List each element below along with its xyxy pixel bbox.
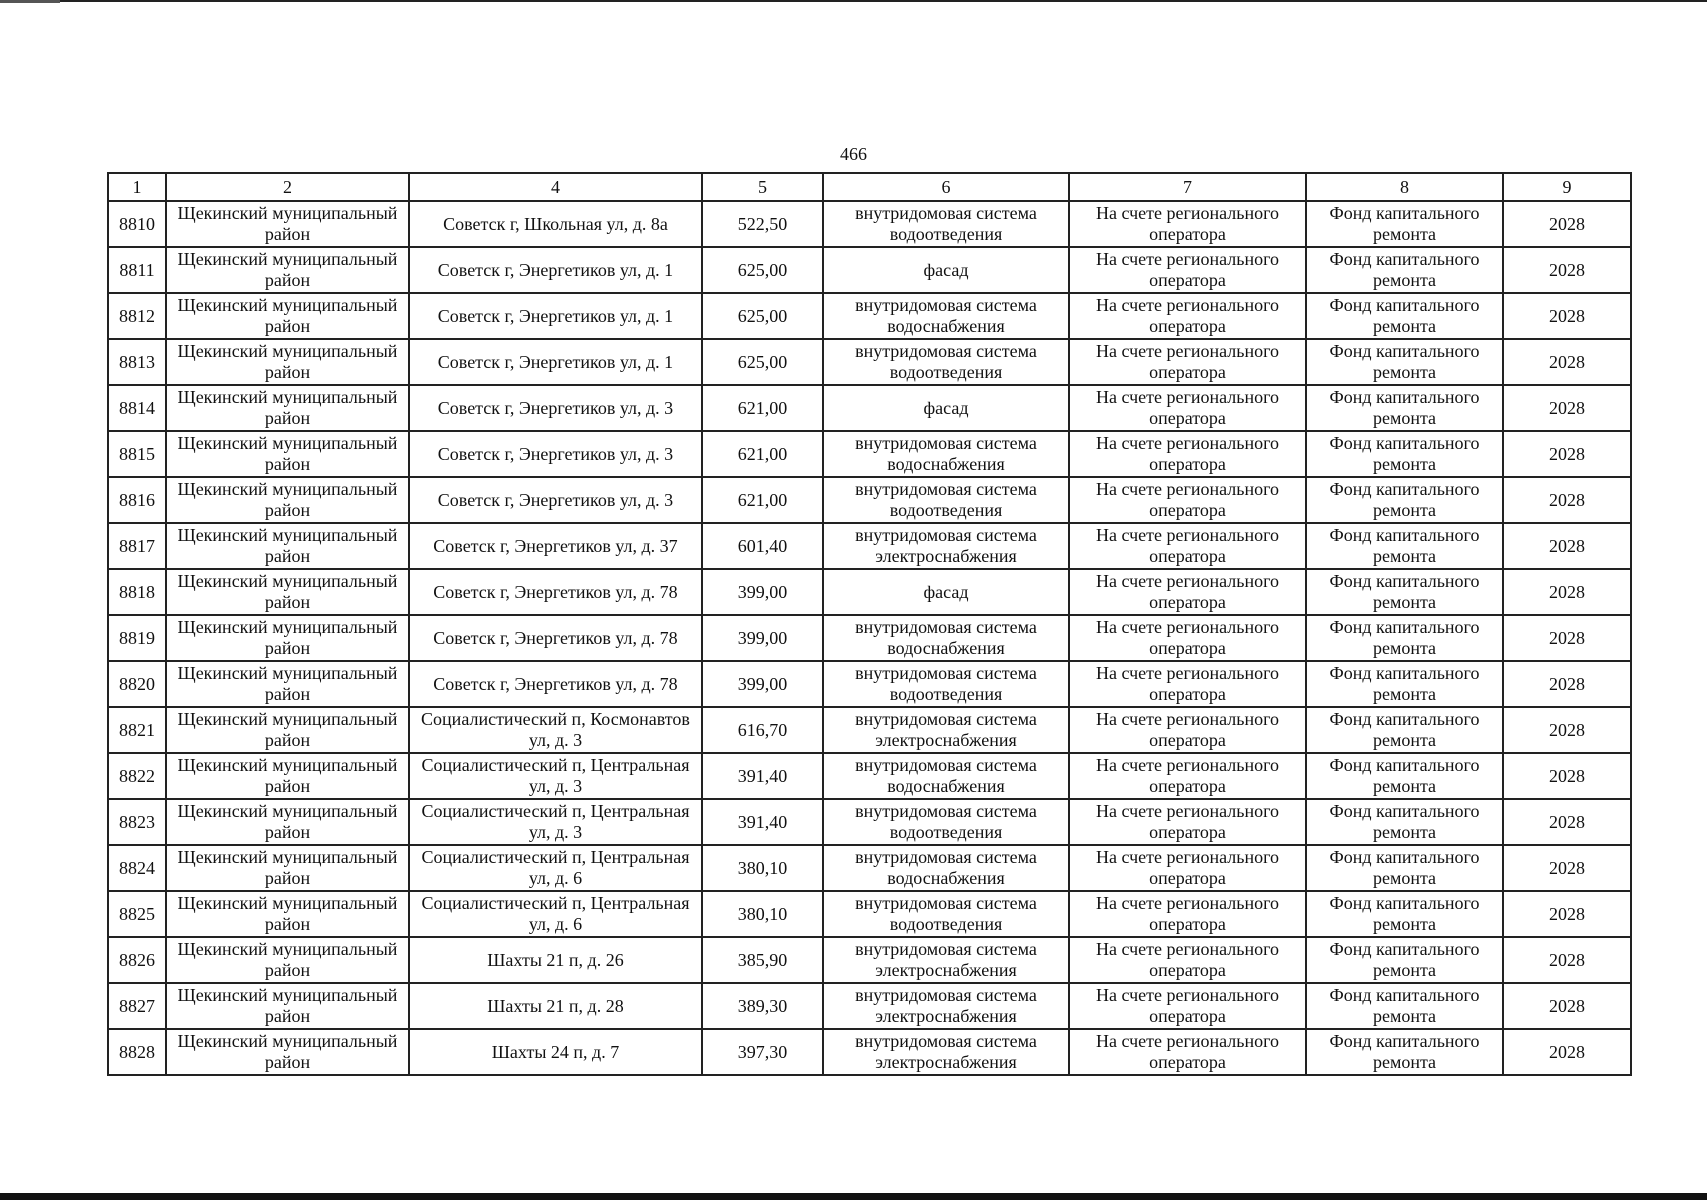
table-row xyxy=(108,1029,1631,1075)
year-cell: 2028 xyxy=(1503,293,1631,339)
funding-source-cell: Фонд капитального ремонта xyxy=(1306,937,1503,983)
area-cell: 399,00 xyxy=(702,615,823,661)
year-cell: 2028 xyxy=(1503,1029,1631,1075)
work-type-cell: внутридомовая система электроснабжения xyxy=(823,983,1069,1029)
work-type-cell: внутридомовая система электроснабжения xyxy=(823,707,1069,753)
table-row xyxy=(108,247,1631,293)
account-type-cell: На счете регионального оператора xyxy=(1069,293,1306,339)
row-number-cell: 8814 xyxy=(108,385,166,431)
funding-source-cell: Фонд капитального ремонта xyxy=(1306,385,1503,431)
area-cell: 380,10 xyxy=(702,891,823,937)
district-cell: Щекинский муниципальный район xyxy=(166,385,409,431)
address-cell: Советск г, Энергетиков ул, д. 3 xyxy=(409,385,702,431)
address-cell: Социалистический п, Космонавтов ул, д. 3 xyxy=(409,707,702,753)
address-cell: Шахты 21 п, д. 26 xyxy=(409,937,702,983)
account-type-cell: На счете регионального оператора xyxy=(1069,1029,1306,1075)
funding-source-cell: Фонд капитального ремонта xyxy=(1306,431,1503,477)
funding-source-cell: Фонд капитального ремонта xyxy=(1306,661,1503,707)
table-row xyxy=(108,799,1631,845)
table-row xyxy=(108,891,1631,937)
year-cell: 2028 xyxy=(1503,477,1631,523)
column-number-2: 2 xyxy=(166,173,409,201)
account-type-cell: На счете регионального оператора xyxy=(1069,431,1306,477)
address-cell: Социалистический п, Центральная ул, д. 6 xyxy=(409,845,702,891)
table-row xyxy=(108,339,1631,385)
work-type-cell: фасад xyxy=(823,569,1069,615)
funding-source-cell: Фонд капитального ремонта xyxy=(1306,799,1503,845)
table-row xyxy=(108,523,1631,569)
row-number-cell: 8824 xyxy=(108,845,166,891)
table-row xyxy=(108,615,1631,661)
funding-source-cell: Фонд капитального ремонта xyxy=(1306,707,1503,753)
district-cell: Щекинский муниципальный район xyxy=(166,339,409,385)
account-type-cell: На счете регионального оператора xyxy=(1069,569,1306,615)
year-cell: 2028 xyxy=(1503,707,1631,753)
year-cell: 2028 xyxy=(1503,523,1631,569)
table-row xyxy=(108,293,1631,339)
district-cell: Щекинский муниципальный район xyxy=(166,845,409,891)
address-cell: Советск г, Энергетиков ул, д. 37 xyxy=(409,523,702,569)
funding-source-cell: Фонд капитального ремонта xyxy=(1306,983,1503,1029)
account-type-cell: На счете регионального оператора xyxy=(1069,983,1306,1029)
row-number-cell: 8819 xyxy=(108,615,166,661)
area-cell: 389,30 xyxy=(702,983,823,1029)
district-cell: Щекинский муниципальный район xyxy=(166,569,409,615)
table-row xyxy=(108,431,1631,477)
year-cell: 2028 xyxy=(1503,937,1631,983)
area-cell: 621,00 xyxy=(702,385,823,431)
row-number-cell: 8820 xyxy=(108,661,166,707)
funding-source-cell: Фонд капитального ремонта xyxy=(1306,753,1503,799)
year-cell: 2028 xyxy=(1503,569,1631,615)
year-cell: 2028 xyxy=(1503,845,1631,891)
address-cell: Советск г, Школьная ул, д. 8а xyxy=(409,201,702,247)
column-number-6: 6 xyxy=(823,173,1069,201)
area-cell: 621,00 xyxy=(702,431,823,477)
area-cell: 625,00 xyxy=(702,293,823,339)
scan-top-edge xyxy=(0,0,1707,2)
address-cell: Советск г, Энергетиков ул, д. 78 xyxy=(409,615,702,661)
account-type-cell: На счете регионального оператора xyxy=(1069,201,1306,247)
account-type-cell: На счете регионального оператора xyxy=(1069,247,1306,293)
row-number-cell: 8816 xyxy=(108,477,166,523)
address-cell: Советск г, Энергетиков ул, д. 1 xyxy=(409,339,702,385)
work-type-cell: внутридомовая система водоснабжения xyxy=(823,431,1069,477)
row-number-cell: 8828 xyxy=(108,1029,166,1075)
row-number-cell: 8827 xyxy=(108,983,166,1029)
address-cell: Советск г, Энергетиков ул, д. 3 xyxy=(409,477,702,523)
district-cell: Щекинский муниципальный район xyxy=(166,937,409,983)
area-cell: 391,40 xyxy=(702,753,823,799)
work-type-cell: фасад xyxy=(823,247,1069,293)
column-number-row xyxy=(108,173,1631,201)
area-cell: 385,90 xyxy=(702,937,823,983)
account-type-cell: На счете регионального оператора xyxy=(1069,753,1306,799)
district-cell: Щекинский муниципальный район xyxy=(166,201,409,247)
district-cell: Щекинский муниципальный район xyxy=(166,661,409,707)
row-number-cell: 8817 xyxy=(108,523,166,569)
address-cell: Советск г, Энергетиков ул, д. 1 xyxy=(409,293,702,339)
work-type-cell: внутридомовая система водоотведения xyxy=(823,891,1069,937)
funding-source-cell: Фонд капитального ремонта xyxy=(1306,569,1503,615)
year-cell: 2028 xyxy=(1503,385,1631,431)
year-cell: 2028 xyxy=(1503,891,1631,937)
work-type-cell: внутридомовая система водоснабжения xyxy=(823,845,1069,891)
district-cell: Щекинский муниципальный район xyxy=(166,247,409,293)
district-cell: Щекинский муниципальный район xyxy=(166,753,409,799)
funding-source-cell: Фонд капитального ремонта xyxy=(1306,845,1503,891)
table-row xyxy=(108,477,1631,523)
row-number-cell: 8811 xyxy=(108,247,166,293)
account-type-cell: На счете регионального оператора xyxy=(1069,661,1306,707)
address-cell: Шахты 24 п, д. 7 xyxy=(409,1029,702,1075)
funding-source-cell: Фонд капитального ремонта xyxy=(1306,1029,1503,1075)
funding-source-cell: Фонд капитального ремонта xyxy=(1306,891,1503,937)
table-row xyxy=(108,845,1631,891)
area-cell: 397,30 xyxy=(702,1029,823,1075)
district-cell: Щекинский муниципальный район xyxy=(166,983,409,1029)
address-cell: Советск г, Энергетиков ул, д. 78 xyxy=(409,661,702,707)
page-number: 466 xyxy=(840,144,867,164)
work-type-cell: внутридомовая система водоотведения xyxy=(823,799,1069,845)
district-cell: Щекинский муниципальный район xyxy=(166,477,409,523)
table-row xyxy=(108,661,1631,707)
table-row xyxy=(108,201,1631,247)
account-type-cell: На счете регионального оператора xyxy=(1069,707,1306,753)
work-type-cell: внутридомовая система водоснабжения xyxy=(823,293,1069,339)
year-cell: 2028 xyxy=(1503,753,1631,799)
row-number-cell: 8821 xyxy=(108,707,166,753)
work-type-cell: внутридомовая система водоотведения xyxy=(823,477,1069,523)
account-type-cell: На счете регионального оператора xyxy=(1069,615,1306,661)
address-cell: Советск г, Энергетиков ул, д. 78 xyxy=(409,569,702,615)
funding-source-cell: Фонд капитального ремонта xyxy=(1306,615,1503,661)
district-cell: Щекинский муниципальный район xyxy=(166,523,409,569)
column-number-9: 9 xyxy=(1503,173,1631,201)
address-cell: Социалистический п, Центральная ул, д. 6 xyxy=(409,891,702,937)
row-number-cell: 8812 xyxy=(108,293,166,339)
table-row xyxy=(108,385,1631,431)
scan-bottom-edge xyxy=(0,1193,1707,1200)
account-type-cell: На счете регионального оператора xyxy=(1069,845,1306,891)
year-cell: 2028 xyxy=(1503,339,1631,385)
table-row xyxy=(108,983,1631,1029)
year-cell: 2028 xyxy=(1503,201,1631,247)
work-type-cell: внутридомовая система водоснабжения xyxy=(823,753,1069,799)
column-number-8: 8 xyxy=(1306,173,1503,201)
address-cell: Советск г, Энергетиков ул, д. 1 xyxy=(409,247,702,293)
account-type-cell: На счете регионального оператора xyxy=(1069,937,1306,983)
account-type-cell: На счете регионального оператора xyxy=(1069,385,1306,431)
row-number-cell: 8825 xyxy=(108,891,166,937)
area-cell: 399,00 xyxy=(702,661,823,707)
address-cell: Социалистический п, Центральная ул, д. 3 xyxy=(409,799,702,845)
table-body xyxy=(108,201,1631,1075)
area-cell: 399,00 xyxy=(702,569,823,615)
column-number-1: 1 xyxy=(108,173,166,201)
funding-source-cell: Фонд капитального ремонта xyxy=(1306,247,1503,293)
district-cell: Щекинский муниципальный район xyxy=(166,293,409,339)
area-cell: 601,40 xyxy=(702,523,823,569)
row-number-cell: 8810 xyxy=(108,201,166,247)
work-type-cell: внутридомовая система водоснабжения xyxy=(823,615,1069,661)
table-row xyxy=(108,753,1631,799)
account-type-cell: На счете регионального оператора xyxy=(1069,799,1306,845)
column-number-7: 7 xyxy=(1069,173,1306,201)
funding-source-cell: Фонд капитального ремонта xyxy=(1306,293,1503,339)
district-cell: Щекинский муниципальный район xyxy=(166,431,409,477)
funding-source-cell: Фонд капитального ремонта xyxy=(1306,523,1503,569)
district-cell: Щекинский муниципальный район xyxy=(166,799,409,845)
area-cell: 391,40 xyxy=(702,799,823,845)
work-type-cell: внутридомовая система водоотведения xyxy=(823,339,1069,385)
year-cell: 2028 xyxy=(1503,431,1631,477)
address-cell: Шахты 21 п, д. 28 xyxy=(409,983,702,1029)
account-type-cell: На счете регионального оператора xyxy=(1069,891,1306,937)
area-cell: 522,50 xyxy=(702,201,823,247)
district-cell: Щекинский муниципальный район xyxy=(166,1029,409,1075)
district-cell: Щекинский муниципальный район xyxy=(166,615,409,661)
account-type-cell: На счете регионального оператора xyxy=(1069,523,1306,569)
district-cell: Щекинский муниципальный район xyxy=(166,891,409,937)
work-type-cell: внутридомовая система электроснабжения xyxy=(823,1029,1069,1075)
year-cell: 2028 xyxy=(1503,247,1631,293)
row-number-cell: 8818 xyxy=(108,569,166,615)
area-cell: 616,70 xyxy=(702,707,823,753)
area-cell: 380,10 xyxy=(702,845,823,891)
address-cell: Социалистический п, Центральная ул, д. 3 xyxy=(409,753,702,799)
year-cell: 2028 xyxy=(1503,983,1631,1029)
funding-source-cell: Фонд капитального ремонта xyxy=(1306,339,1503,385)
capital-repair-table xyxy=(107,172,1632,1076)
year-cell: 2028 xyxy=(1503,661,1631,707)
year-cell: 2028 xyxy=(1503,615,1631,661)
row-number-cell: 8826 xyxy=(108,937,166,983)
funding-source-cell: Фонд капитального ремонта xyxy=(1306,477,1503,523)
area-cell: 621,00 xyxy=(702,477,823,523)
account-type-cell: На счете регионального оператора xyxy=(1069,477,1306,523)
account-type-cell: На счете регионального оператора xyxy=(1069,339,1306,385)
table-row xyxy=(108,937,1631,983)
work-type-cell: внутридомовая система электроснабжения xyxy=(823,523,1069,569)
table-row xyxy=(108,707,1631,753)
row-number-cell: 8822 xyxy=(108,753,166,799)
row-number-cell: 8823 xyxy=(108,799,166,845)
row-number-cell: 8813 xyxy=(108,339,166,385)
row-number-cell: 8815 xyxy=(108,431,166,477)
column-number-5: 5 xyxy=(702,173,823,201)
district-cell: Щекинский муниципальный район xyxy=(166,707,409,753)
area-cell: 625,00 xyxy=(702,247,823,293)
address-cell: Советск г, Энергетиков ул, д. 3 xyxy=(409,431,702,477)
work-type-cell: внутридомовая система электроснабжения xyxy=(823,937,1069,983)
year-cell: 2028 xyxy=(1503,799,1631,845)
funding-source-cell: Фонд капитального ремонта xyxy=(1306,201,1503,247)
area-cell: 625,00 xyxy=(702,339,823,385)
work-type-cell: фасад xyxy=(823,385,1069,431)
work-type-cell: внутридомовая система водоотведения xyxy=(823,201,1069,247)
work-type-cell: внутридомовая система водоотведения xyxy=(823,661,1069,707)
column-number-4: 4 xyxy=(409,173,702,201)
table-row xyxy=(108,569,1631,615)
